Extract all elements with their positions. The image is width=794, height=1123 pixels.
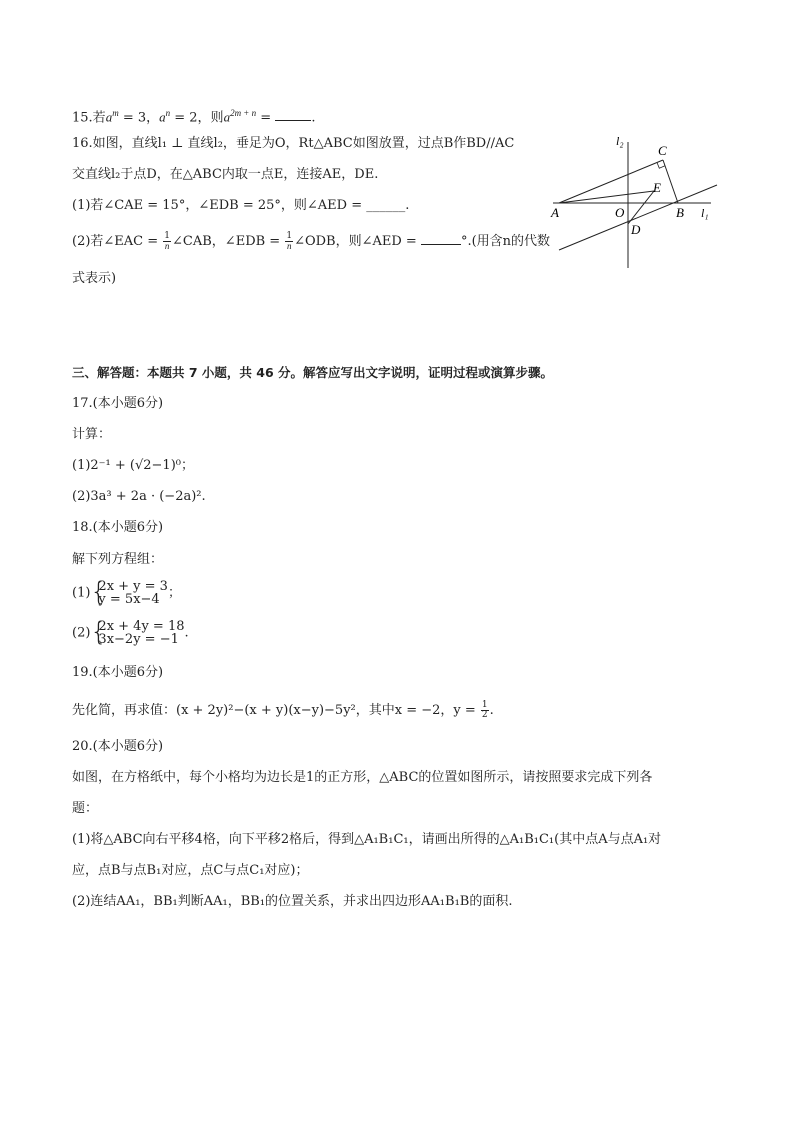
q16-line2: 交直线l₂于点D，在△ABC内取一点E，连接AE，DE. — [72, 167, 379, 182]
q15-eq1: = 3， — [118, 110, 160, 126]
q16-frac-1-den: n — [164, 241, 170, 251]
q15-exp-n: n — [165, 108, 171, 118]
q16-frac-1 — [163, 232, 171, 251]
q19-title: 19.(本小题6分) — [72, 665, 164, 680]
q16-line4-b: ∠CAB，∠EDB = — [172, 234, 285, 249]
q20-line2: 题： — [72, 801, 99, 816]
q16-line4-c: ∠ODB，则∠AED = — [294, 234, 421, 249]
q15-end: . — [311, 110, 316, 126]
q17-instruction: 计算： — [72, 427, 112, 442]
q19-text-a: 先化简，再求值：(x + 2y)²−(x + y)(x−y)−5y²，其中x = −2，y = — [72, 703, 480, 718]
label-l2: l₂ — [616, 134, 624, 148]
label-a: A — [551, 205, 559, 220]
q18-p2-eq1: 2x + 4y = 18 — [98, 619, 185, 634]
q20-line4: 应，点B与点B₁对应，点C与点C₁对应)； — [72, 863, 309, 878]
q20-title: 20.(本小题6分) — [72, 739, 164, 754]
segment-cb — [663, 160, 678, 203]
q15-var-a2: a — [159, 109, 166, 125]
label-e: E — [653, 180, 661, 195]
q18-system-2 — [90, 617, 185, 647]
q15-exp-2mn: 2m + n — [230, 108, 257, 118]
q16-frac-2 — [285, 232, 293, 251]
segment-ed — [628, 191, 654, 224]
q15-prefix: 15.若 — [72, 110, 106, 126]
line-bd — [559, 185, 717, 250]
q16-line5: 式表示) — [72, 271, 117, 286]
label-b: B — [676, 205, 684, 220]
q15-eq2: = 2，则 — [170, 110, 224, 126]
label-l1: l₁ — [701, 206, 709, 220]
q15-exp-m: m — [112, 108, 119, 118]
label-c: C — [658, 143, 667, 158]
q16-frac-2-num: 1 — [286, 231, 293, 241]
brace-icon: { — [90, 617, 107, 647]
label-d: D — [631, 222, 641, 237]
q19-frac-num: 1 — [481, 700, 488, 710]
q16-line1: 16.如图，直线l₁ ⊥ 直线l₂，垂足为O，Rt△ABC如图放置，过点B作BD//AC — [72, 136, 515, 151]
q18-part2-end: . — [184, 625, 189, 641]
q18-p1-eq2: y = 5x−4 — [98, 592, 160, 607]
q16-figure — [545, 130, 725, 275]
q16-line3: (1)若∠CAE = 15°，∠EDB = 25°，则∠AED = ______. — [72, 198, 410, 213]
q20-line3: (1)将△ABC向右平移4格，向下平移2格后，得到△A₁B₁C₁，请画出所得的△A₁B₁C₁(其中点A与点A₁对 — [72, 832, 662, 847]
q18-part1-end: ； — [167, 585, 181, 601]
q16-frac-1-num: 1 — [164, 231, 171, 241]
q17-title: 17.(本小题6分) — [72, 396, 164, 411]
q17-part2: (2)3a³ + 2a · (−2a)². — [72, 489, 206, 504]
section-3-heading: 三、解答题：本题共 7 小题，共 46 分。解答应写出文字说明，证明过程或演算步骤。 — [72, 365, 554, 380]
q20-line5: (2)连结AA₁，BB₁判断AA₁，BB₁的位置关系，并求出四边形AA₁B₁B的面积. — [72, 894, 513, 909]
q16-answer-blank — [421, 234, 461, 245]
q15-var-a: a — [105, 109, 113, 125]
brace-icon: { — [90, 577, 107, 607]
q18-part2 — [72, 617, 189, 647]
q18-p2-eq2: 3x−2y = −1 — [98, 632, 179, 647]
q19-body — [72, 701, 494, 720]
q15-var-a3: a — [223, 109, 231, 125]
q18-part1 — [72, 577, 181, 607]
q15-answer-blank — [275, 110, 311, 121]
q18-p1-eq1: 2x + y = 3 — [98, 579, 168, 594]
q16-line4 — [72, 232, 550, 251]
q16-line4-d: °.(用含n的代数 — [460, 234, 551, 249]
q16-line4-a: (2)若∠EAC = — [72, 234, 163, 249]
q15-eq3: = — [256, 110, 276, 126]
q19-frac — [481, 701, 489, 720]
q18-system-1 — [90, 577, 168, 607]
label-o: O — [615, 205, 625, 220]
q19-frac-den: 2 — [481, 710, 488, 720]
q19-text-b: . — [489, 703, 494, 718]
q18-part1-label: (1) — [72, 585, 91, 601]
q18-part2-label: (2) — [72, 625, 91, 641]
q18-title: 18.(本小题6分) — [72, 520, 164, 535]
q17-part1: (1)2⁻¹ + (√2−1)⁰； — [72, 458, 194, 473]
q20-line1: 如图，在方格纸中，每个小格均为边长是1的正方形，△ABC的位置如图所示，请按照要求完成下列各 — [72, 770, 653, 785]
question-15 — [72, 104, 315, 127]
q18-instruction: 解下列方程组： — [72, 552, 164, 567]
q16-frac-2-den: n — [286, 241, 292, 251]
